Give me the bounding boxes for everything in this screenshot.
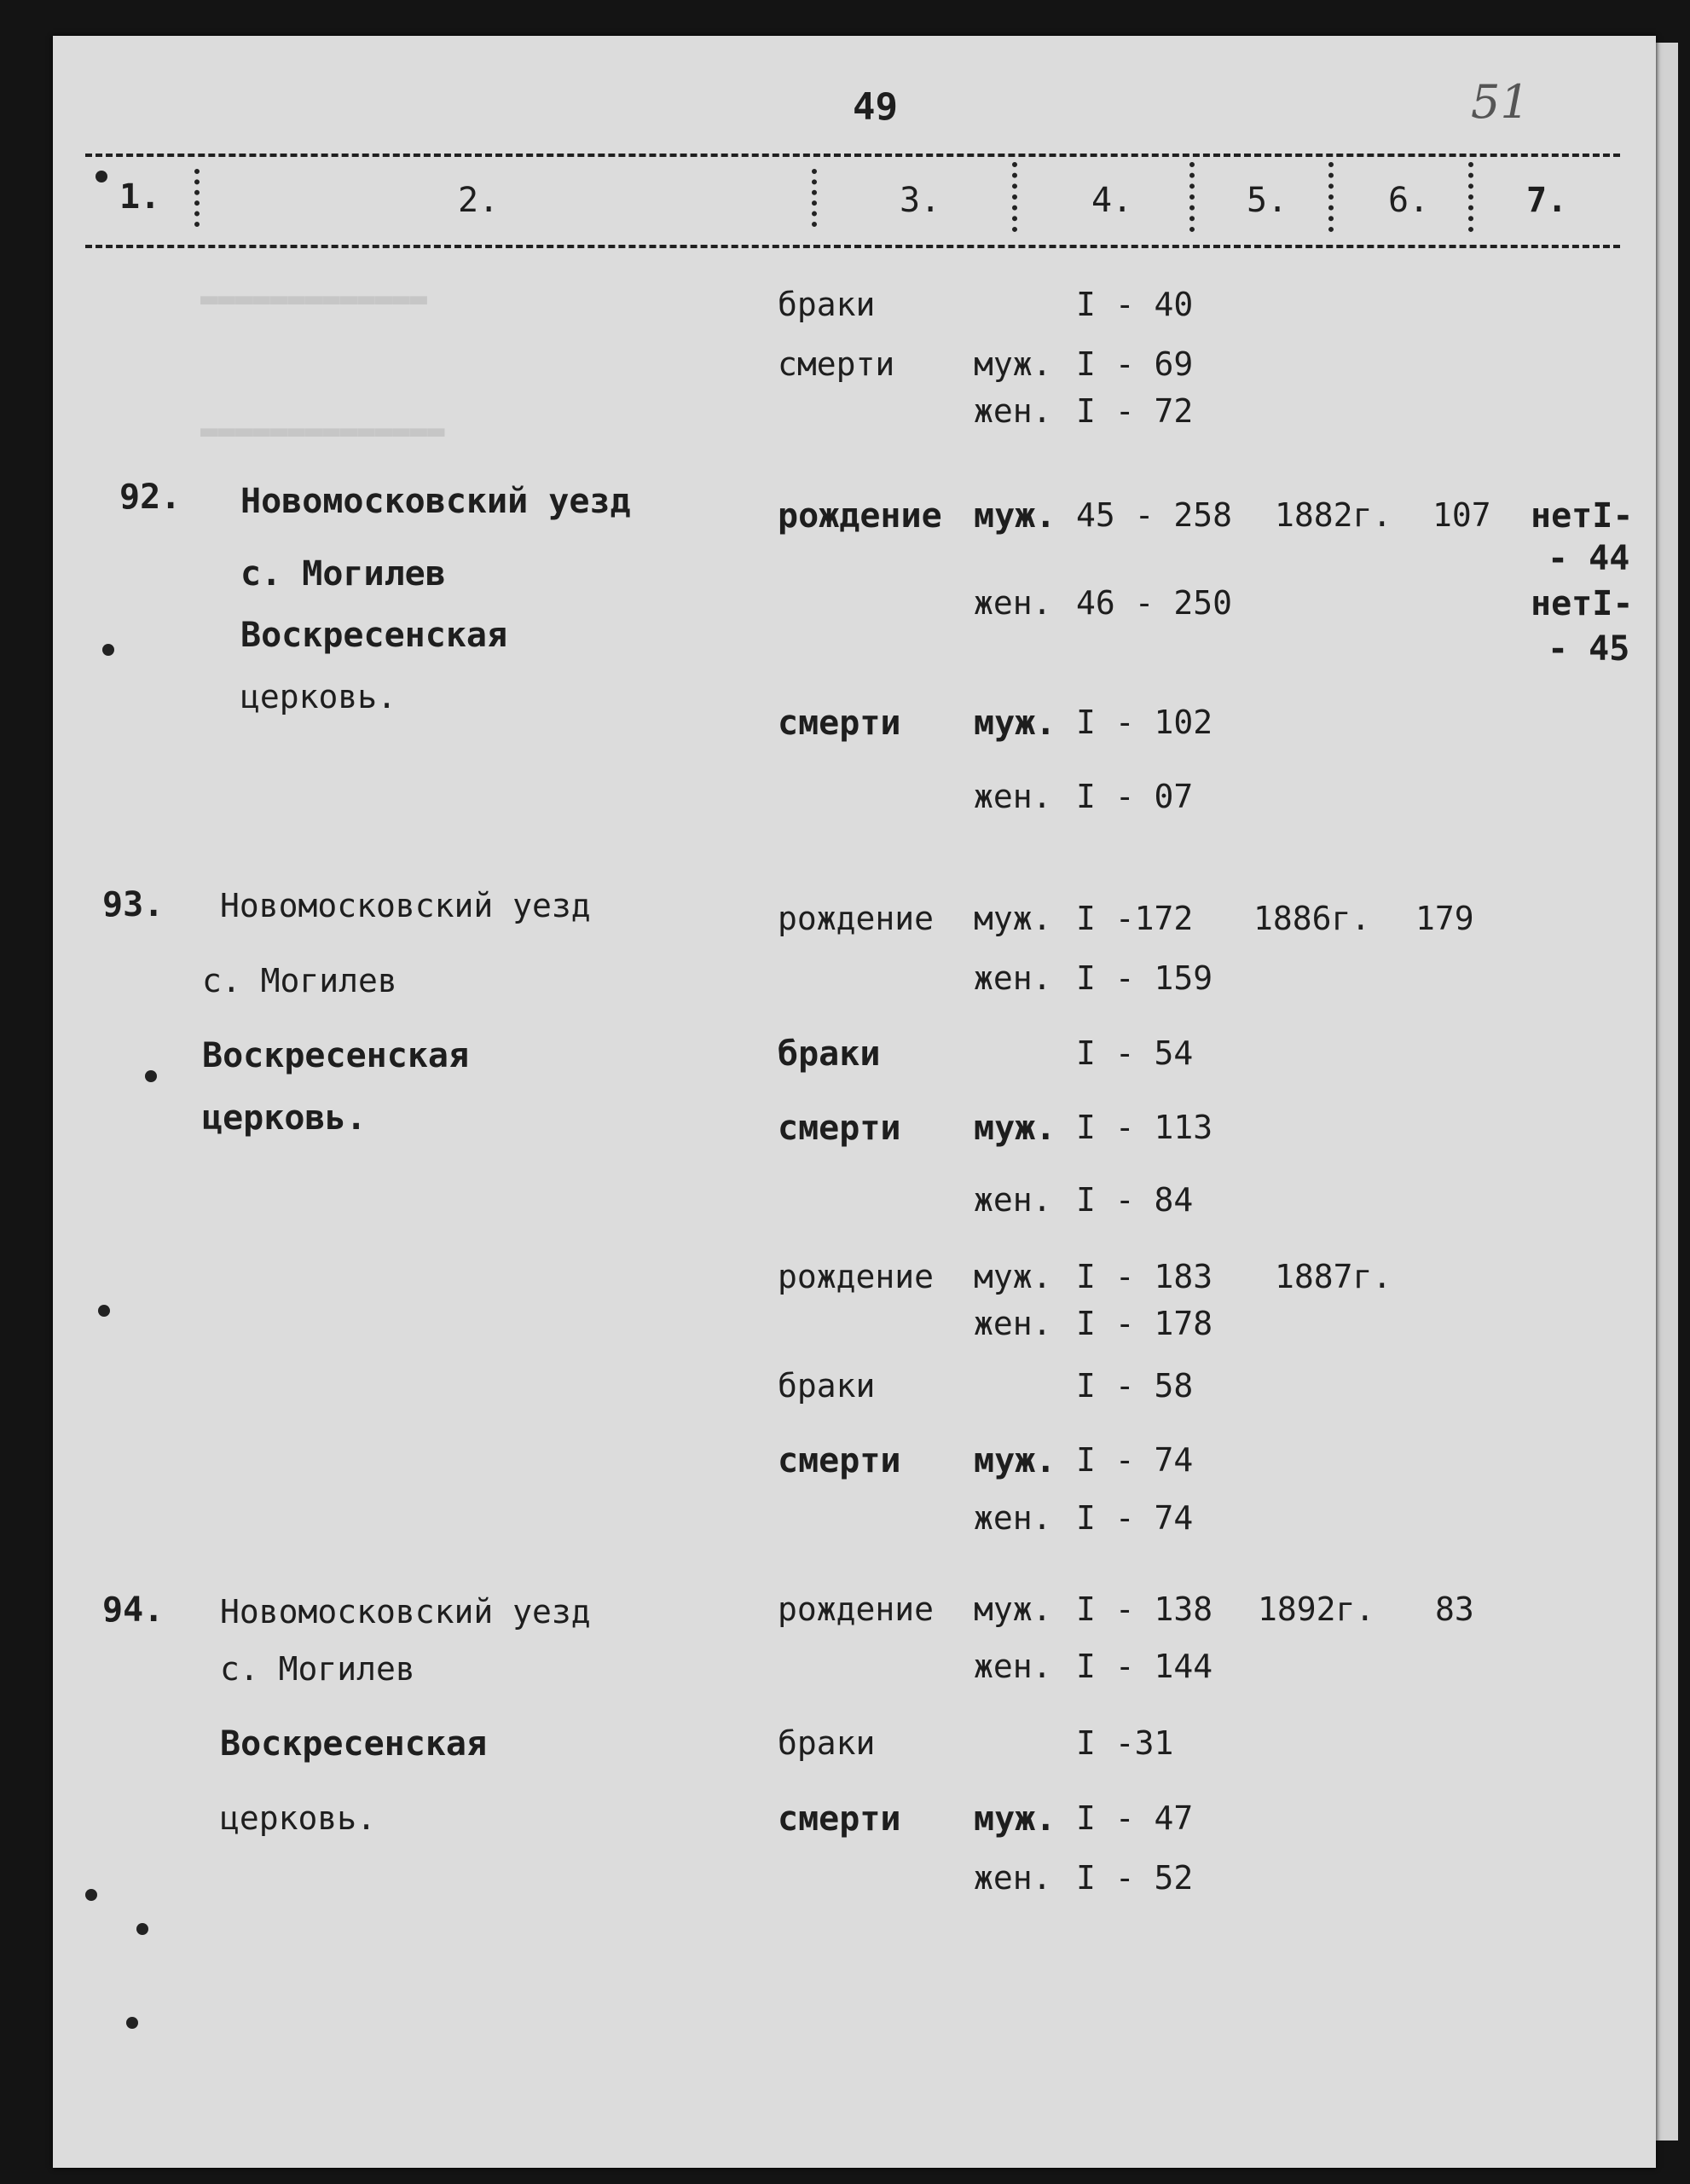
record-sex: жен. (974, 778, 1052, 815)
record-count: 179 (1415, 900, 1474, 937)
entry-place-line: Новомосковский уезд (240, 482, 631, 521)
record-type: смерти (778, 1441, 901, 1480)
record-range: I - 54 (1076, 1034, 1194, 1072)
record-range: I - 183 (1076, 1258, 1213, 1295)
record-count: 107 (1432, 496, 1491, 534)
record-range: I - 74 (1076, 1499, 1194, 1537)
record-range: I - 84 (1076, 1181, 1194, 1219)
record-range: I - 138 (1076, 1590, 1213, 1628)
entry-place-line: Новомосковский уезд (220, 887, 591, 924)
record-type: браки (778, 1724, 876, 1762)
header-top-rule (85, 154, 1620, 157)
record-sex: муж. (974, 496, 1056, 536)
column-header-7: 7. (1526, 181, 1568, 220)
record-range: I - 69 (1076, 345, 1194, 383)
record-type: рождение (778, 900, 935, 937)
column-header-5: 5. (1247, 181, 1288, 220)
record-year: 1892г. (1258, 1590, 1375, 1628)
record-range: I - 47 (1076, 1799, 1194, 1837)
record-sex: муж. (974, 1258, 1052, 1295)
record-type: смерти (778, 704, 901, 743)
record-type: смерти (778, 1799, 901, 1839)
entry-place-line: церковь. (220, 1799, 377, 1837)
column-header-6: 6. (1388, 181, 1430, 220)
record-range: I - 159 (1076, 959, 1213, 997)
record-range: I - 74 (1076, 1441, 1194, 1479)
record-range: I - 102 (1076, 704, 1213, 741)
record-type: смерти (778, 345, 895, 383)
punch-hole (126, 2017, 138, 2029)
record-range: I - 52 (1076, 1859, 1194, 1897)
record-range: I -172 (1076, 900, 1194, 937)
record-sex: жен. (974, 392, 1052, 430)
record-sex: муж. (974, 704, 1056, 743)
column-separator (1468, 162, 1473, 232)
record-sex: муж. (974, 1109, 1056, 1148)
column-header-4: 4. (1091, 181, 1133, 220)
record-sex: жен. (974, 1859, 1052, 1897)
entry-place-line: Воскресенская (202, 1036, 470, 1075)
record-sex: муж. (974, 900, 1052, 937)
record-sex: жен. (974, 1499, 1052, 1537)
record-year: 1886г. (1253, 900, 1371, 937)
punch-hole (98, 1305, 110, 1317)
record-sex: жен. (974, 959, 1052, 997)
entry-place-line: Воскресенская (220, 1724, 488, 1764)
record-note: - 45 (1548, 629, 1630, 669)
record-range: I -31 (1076, 1724, 1174, 1762)
entry-place-line: с. Могилев (240, 554, 446, 594)
punch-hole (102, 644, 114, 656)
record-sex: муж. (974, 1441, 1056, 1480)
record-range: 46 - 250 (1076, 584, 1233, 622)
entry-place-line: с. Могилев (202, 962, 397, 999)
header-bottom-rule (85, 245, 1620, 248)
punch-hole (95, 171, 107, 182)
record-note: нетI- (1531, 584, 1634, 623)
record-range: 45 - 258 (1076, 496, 1233, 534)
punch-hole (145, 1070, 157, 1082)
record-range: I - 07 (1076, 778, 1194, 815)
record-sex: муж. (974, 1590, 1052, 1628)
entry-place-line: с. Могилев (220, 1650, 415, 1688)
column-separator (1189, 162, 1195, 232)
entry-place-line: церковь. (202, 1098, 367, 1138)
column-separator (194, 169, 200, 227)
record-count: 83 (1435, 1590, 1474, 1628)
record-sex: жен. (974, 584, 1052, 622)
entry-place-line: Новомосковский уезд (220, 1593, 591, 1631)
bleed-through: ▬▬▬▬▬▬▬▬▬▬▬▬▬ (200, 281, 428, 316)
record-sex: жен. (974, 1648, 1052, 1685)
entry-number: 93. (102, 885, 165, 924)
column-header-2: 2. (458, 181, 500, 220)
column-separator (812, 169, 817, 227)
entry-place-line: Воскресенская (240, 616, 508, 655)
bleed-through: ▬▬▬▬▬▬▬▬▬▬▬▬▬▬ (200, 414, 445, 448)
entry-number: 92. (119, 478, 182, 517)
record-note: - 44 (1548, 539, 1630, 578)
record-sex: муж. (974, 345, 1052, 383)
column-separator (1012, 162, 1017, 232)
page-stack-edge (1656, 43, 1678, 2141)
record-note: нетI- (1531, 496, 1634, 536)
entry-number: 94. (102, 1590, 165, 1630)
record-type: рождение (778, 496, 942, 536)
record-type: рождение (778, 1590, 935, 1628)
record-year: 1882г. (1275, 496, 1392, 534)
record-range: I - 40 (1076, 286, 1194, 323)
record-year: 1887г. (1275, 1258, 1392, 1295)
record-type: браки (778, 286, 876, 323)
page-number: 49 (853, 85, 898, 129)
record-sex: муж. (974, 1799, 1056, 1839)
record-type: рождение (778, 1258, 935, 1295)
record-range: I - 58 (1076, 1367, 1194, 1405)
column-separator (1328, 162, 1334, 232)
record-sex: жен. (974, 1305, 1052, 1342)
record-type: смерти (778, 1109, 901, 1148)
record-sex: жен. (974, 1181, 1052, 1219)
punch-hole (136, 1923, 148, 1935)
record-range: I - 178 (1076, 1305, 1213, 1342)
punch-hole (85, 1889, 97, 1901)
column-header-3: 3. (900, 181, 941, 220)
record-type: браки (778, 1034, 881, 1074)
record-range: I - 144 (1076, 1648, 1213, 1685)
column-header-1: 1. (119, 177, 161, 217)
record-range: I - 113 (1076, 1109, 1213, 1146)
record-type: браки (778, 1367, 876, 1405)
entry-place-line: церковь. (240, 678, 397, 715)
record-range: I - 72 (1076, 392, 1194, 430)
archive-page-number: 51 (1471, 75, 1530, 129)
